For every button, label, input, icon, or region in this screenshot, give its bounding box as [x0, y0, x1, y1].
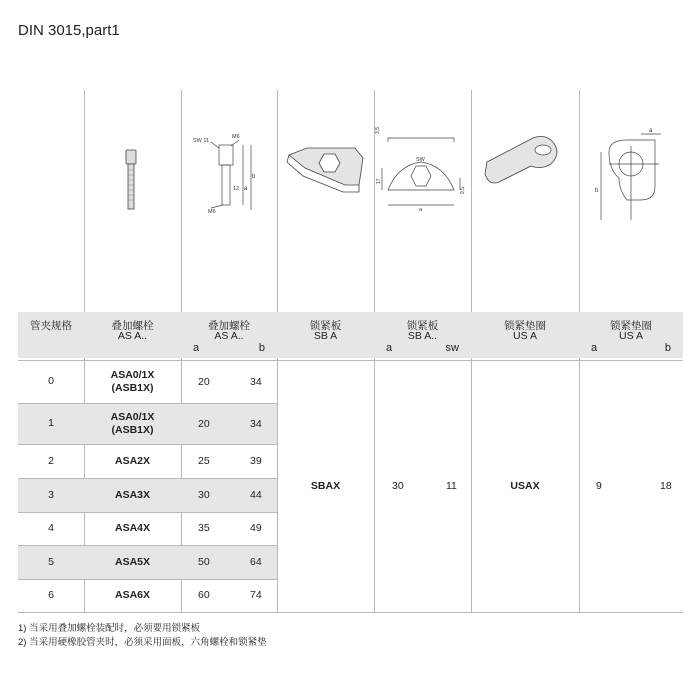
- header-sub-b: sw: [445, 342, 459, 354]
- bolt-code-alt: (ASB1X): [111, 423, 154, 436]
- table-header: [18, 312, 683, 358]
- m6-bottom-label: M6: [208, 209, 216, 215]
- header-label: 锁紧板: [309, 320, 342, 332]
- a-label: a: [244, 186, 248, 192]
- row-size: 2: [48, 454, 54, 467]
- spec-table: [18, 90, 683, 612]
- row-bolt: [84, 360, 181, 403]
- header-sub-b: b: [664, 342, 671, 354]
- bolt-dimension-drawing: [181, 90, 277, 312]
- header-code: SB A..: [407, 330, 438, 342]
- header-sub-b: b: [258, 342, 265, 354]
- header-label: 管夹规格: [30, 320, 72, 332]
- sw-label: SW: [416, 157, 425, 163]
- header-code: AS A..: [214, 330, 244, 342]
- row-b: 39: [250, 455, 262, 467]
- row-size: 1: [48, 417, 54, 429]
- row-b: 34: [250, 376, 262, 388]
- row-size: 4: [48, 522, 54, 534]
- header-plate-dims: [374, 312, 471, 358]
- row-b: 64: [250, 556, 262, 568]
- b-label: b: [252, 174, 256, 180]
- header-sub-a: a: [591, 342, 598, 354]
- stud-bolt-icon: [84, 90, 181, 312]
- plate-sw: 11: [446, 480, 457, 492]
- row-b: 34: [250, 418, 262, 430]
- row-size: 6: [48, 589, 54, 601]
- b-label: b: [595, 188, 599, 194]
- washer-b: 18: [660, 480, 672, 492]
- header-washer-dims: [579, 312, 683, 358]
- header-bolt-dims: [181, 312, 277, 358]
- header-code: AS A..: [117, 330, 148, 342]
- header-label: 锁紧垫圈: [504, 320, 546, 332]
- row-a: 35: [198, 522, 210, 534]
- row-b: 44: [250, 489, 262, 501]
- footnotes: [18, 622, 267, 650]
- m6-top-label: M6: [232, 134, 240, 140]
- row-size: 5: [48, 555, 54, 568]
- header-label: 叠加螺栓: [208, 320, 250, 332]
- header-label: 锁紧垫圈: [610, 320, 652, 332]
- bolt-code: ASA0/1X: [110, 368, 155, 381]
- locking-plate-icon: [277, 90, 374, 312]
- header-code: US A: [513, 330, 537, 342]
- row-bolt: ASA6X: [114, 589, 150, 601]
- locking-plate-drawing: [374, 90, 471, 312]
- header-sub-a: a: [386, 342, 393, 354]
- row-a: 60: [198, 589, 210, 601]
- row-a: 20: [198, 418, 210, 430]
- plate-a: 30: [392, 480, 404, 492]
- header-bolt: [84, 312, 181, 358]
- footnote-2: 2) 当采用硬橡胶管夹时，必须采用面板，六角螺栓和锁紧垫: [18, 637, 267, 648]
- locking-washer-icon: [471, 90, 579, 312]
- dim-17-label: 17: [376, 178, 382, 184]
- dim-9-5-label: 9,5: [460, 187, 466, 194]
- sw11-label: SW 11: [193, 138, 210, 144]
- header-label: 叠加螺栓: [111, 320, 154, 332]
- bolt-code-alt: (ASB1X): [111, 381, 154, 394]
- row-bolt: ASA2X: [114, 454, 150, 467]
- plate-code: SBAX: [310, 479, 341, 492]
- dim-12-label: 12: [233, 186, 240, 192]
- row-size: 3: [48, 488, 54, 501]
- a-label: a: [649, 128, 653, 134]
- a-label: a: [419, 207, 423, 213]
- page-title: DIN 3015,part1: [18, 22, 120, 39]
- row-bolt: ASA5X: [114, 555, 150, 568]
- header-size: [18, 312, 84, 358]
- header-code: US A: [619, 330, 643, 342]
- footnote-1: 1) 当采用叠加螺栓装配时，必须要用锁紧板: [18, 623, 201, 634]
- row-b: 49: [250, 522, 262, 534]
- row-a: 50: [198, 556, 210, 568]
- header-washer: [471, 312, 579, 358]
- header-sub-a: a: [193, 342, 200, 354]
- row-bolt: ASA3X: [114, 488, 150, 501]
- header-plate: [277, 312, 374, 358]
- dim-3-5-label: 3,5: [375, 127, 381, 134]
- locking-washer-drawing: [579, 90, 683, 312]
- bolt-code: ASA0/1X: [110, 410, 155, 423]
- header-label: 锁紧板: [406, 320, 439, 332]
- row-a: 25: [198, 455, 210, 467]
- washer-a: 9: [596, 480, 602, 492]
- row-a: 20: [198, 376, 210, 388]
- header-code: SB A: [313, 330, 338, 342]
- row-b: 74: [250, 589, 262, 601]
- washer-code: USAX: [510, 479, 540, 492]
- row-size: 0: [48, 375, 54, 387]
- row-a: 30: [198, 489, 210, 501]
- row-bolt: ASA4X: [114, 522, 150, 534]
- row-bolt: [84, 403, 181, 444]
